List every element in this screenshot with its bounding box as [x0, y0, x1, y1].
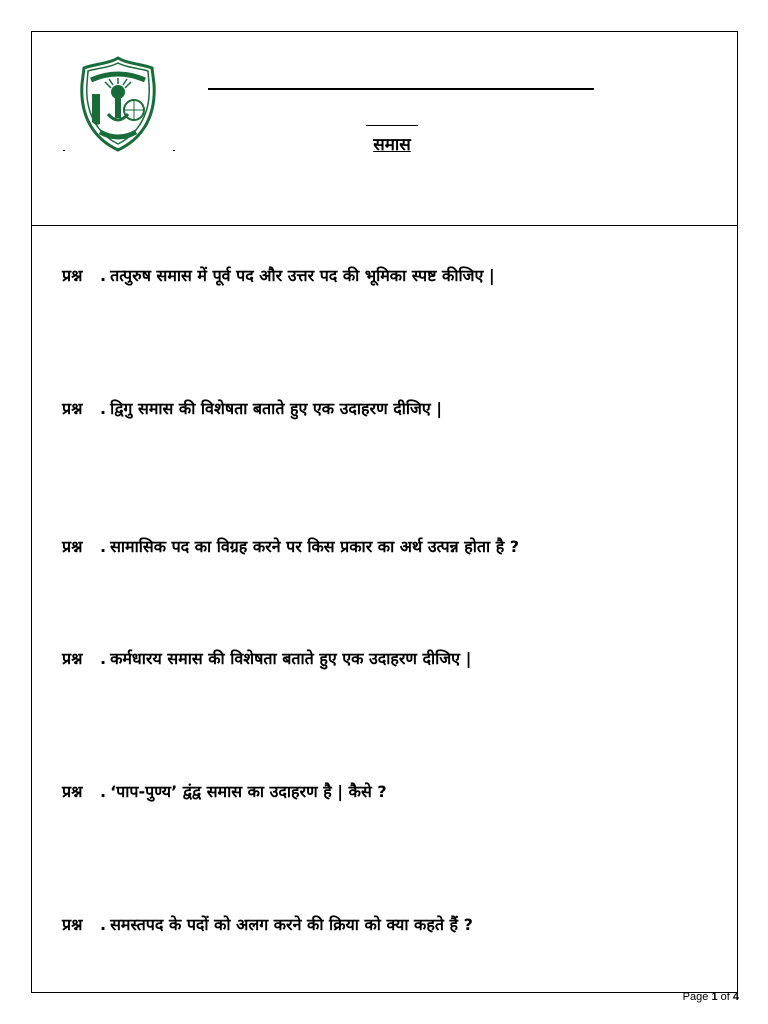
- title-overline: [366, 125, 418, 126]
- question-text: तत्पुरुष समास में पूर्व पद और उत्तर पद की भूमिका स्पष्ट कीजिए |: [110, 266, 495, 285]
- school-name-blank-line: [208, 88, 594, 90]
- worksheet-frame: [31, 31, 738, 993]
- question-6: [62, 913, 473, 935]
- question-marker: .: [100, 537, 107, 556]
- question-text: द्विगु समास की विशेषता बताते हुए एक उदाहरण दीजिए |: [110, 399, 443, 418]
- question-text: समस्तपद के पदों को अलग करने की क्रिया को क्या कहते हैं ?: [110, 915, 473, 934]
- question-label: प्रश्न: [62, 266, 83, 285]
- current-page: 1: [711, 991, 718, 1003]
- question-label: प्रश्न: [62, 399, 83, 418]
- question-label: प्रश्न: [62, 915, 83, 934]
- question-marker: .: [100, 782, 107, 801]
- header-divider: [32, 225, 737, 226]
- question-5: [62, 780, 387, 802]
- question-text: कर्मधारय समास की विशेषता बताते हुए एक उदाहरण दीजिए |: [110, 649, 472, 668]
- question-marker: .: [100, 649, 107, 668]
- question-text: सामासिक पद का विग्रह करने पर किस प्रकार का अर्थ उत्पन्न होता है ?: [110, 537, 520, 556]
- question-marker: .: [100, 266, 107, 285]
- question-2: [62, 397, 442, 419]
- logo-mark-left: [63, 150, 65, 151]
- question-1: [62, 264, 495, 286]
- logo-mark-right: [173, 150, 175, 151]
- question-text: ‘पाप-पुण्य’ द्वंद्व समास का उदाहरण है | कैसे ?: [110, 782, 387, 801]
- question-marker: .: [100, 915, 107, 934]
- question-label: प्रश्न: [62, 649, 83, 668]
- worksheet-title: समास: [373, 135, 411, 155]
- page-number: [683, 991, 739, 1003]
- question-4: [62, 647, 471, 669]
- school-crest-logo: [78, 54, 158, 154]
- total-pages: 4: [732, 991, 739, 1003]
- question-label: प्रश्न: [62, 782, 83, 801]
- question-3: [62, 535, 519, 557]
- page-prefix: Page: [682, 991, 709, 1003]
- question-label: प्रश्न: [62, 537, 83, 556]
- question-marker: .: [100, 399, 107, 418]
- page-of-label: of: [720, 991, 730, 1003]
